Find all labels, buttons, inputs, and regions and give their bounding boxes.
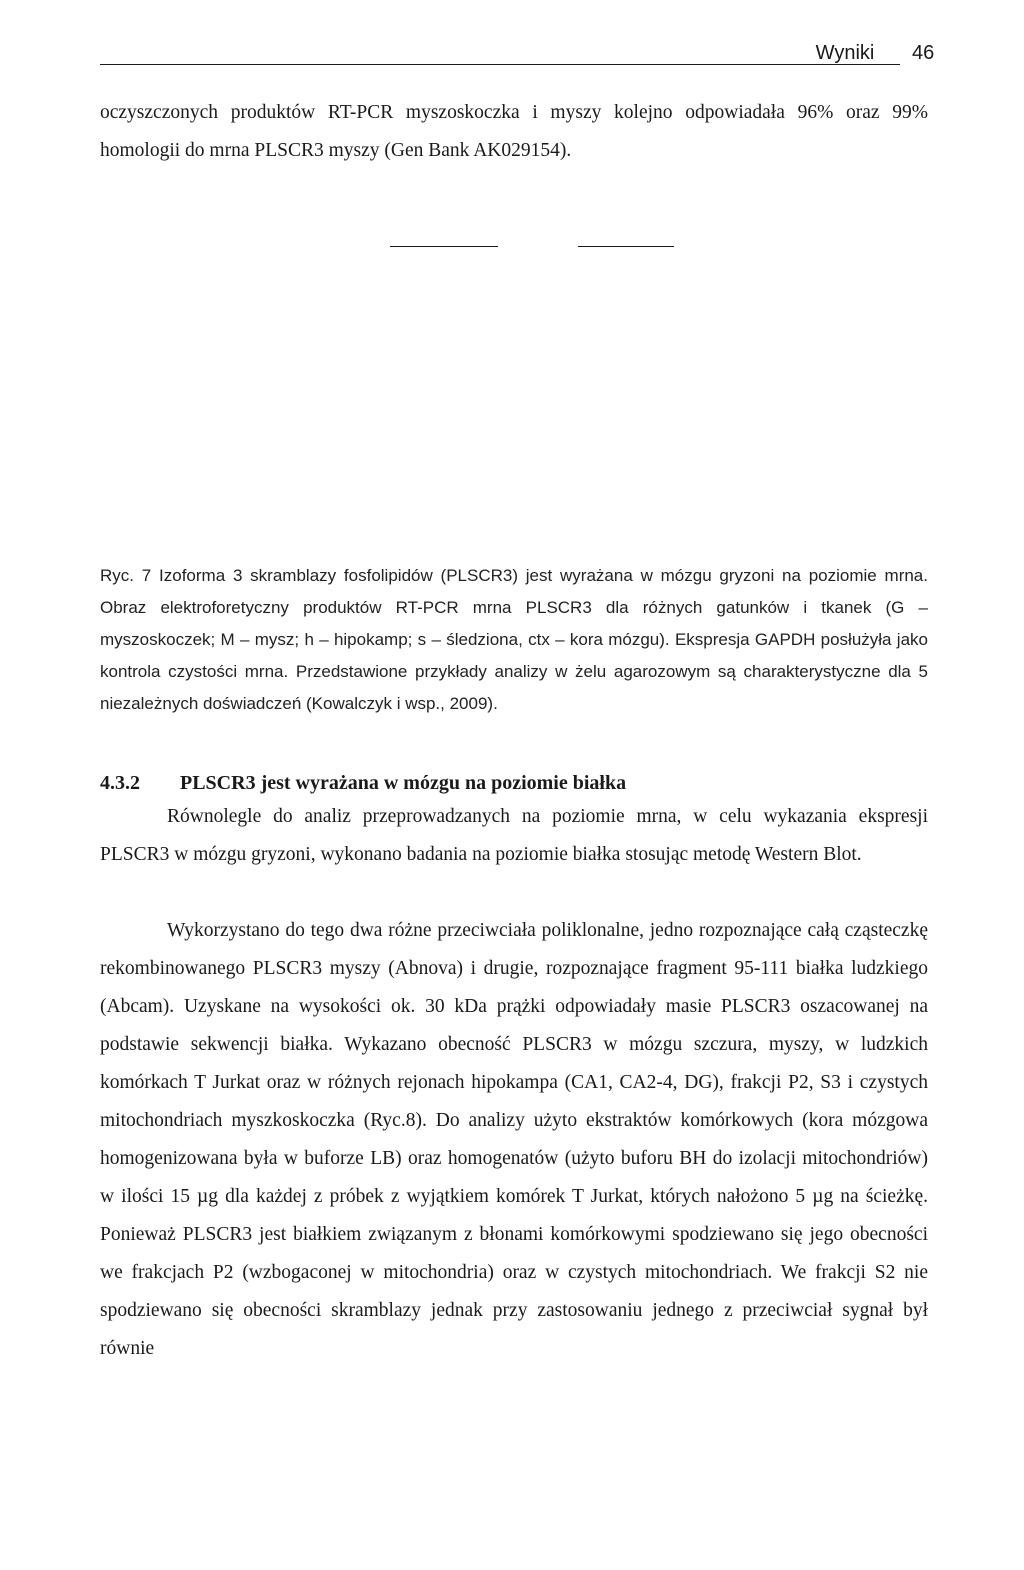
page-header — [100, 40, 936, 66]
figure-gel-image — [100, 200, 928, 550]
header-rule — [100, 64, 900, 65]
section-number: 4.3.2 — [100, 772, 140, 794]
body-paragraph-2: Wykorzystano do tego dwa różne przeciwciała poliklonalne, jedno rozpoznające całą cząsteczkę rekombinowanego PLSCR3 myszy (Abnova) i drugie, rozpoznające fragment 95-111 białka ludzkiego (Abcam). Uzyskane na wysokości ok. 30 kDa prążki odpowiadały masie PLSCR3 oszacowanej na podstawie sekwencji białka. Wykazano obecność PLSCR3 w mózgu szczura, myszy, w ludzkich komórkach T Jurkat oraz w różnych rejonach hipokampa (CA1, CA2-4, DG), frakcji P2, S3 i czystych mitochondriach myszkoskoczka (Ryc.8). Do analizy użyto ekstraktów komórkowych (kora mózgowa homogenizowana była w buforze LB) oraz homogenatów (użyto buforu BH do izolacji mitochondriów) w ilości 15 µg dla każdej z próbek z wyjątkiem komórek T Jurkat, których nałożono 5 µg na ścieżkę. Ponieważ PLSCR3 jest białkiem związanym z błonami komórkowymi spodziewano się jego obecności we frakcjach P2 (wzbogaconej w mitochondria) oraz w czystych mitochondriach. We frakcji S2 nie spodziewano się obecności skramblazy jednak przy zastosowaniu jednego z przeciwciał sygnał był równie — [100, 920, 928, 1359]
figure-mark-left — [390, 246, 498, 247]
header-section-title: Wyniki — [815, 42, 875, 64]
body-paragraph-1: Równolegle do analiz przeprowadzanych na poziomie mrna, w celu wykazania ekspresji PLSCR3 w mózgu gryzoni, wykonano badania na poziomie białka stosując metodę Western Blot. — [100, 806, 928, 865]
intro-paragraph: oczyszczonych produktów RT-PCR myszoskoczka i myszy kolejno odpowiadała 96% oraz 99% homologii do mrna PLSCR3 myszy (Gen Bank AK029154). — [100, 102, 928, 161]
figure-mark-right — [578, 246, 674, 247]
figure-caption: Ryc. 7 Izoforma 3 skramblazy fosfolipidów (PLSCR3) jest wyrażana w mózgu gryzoni na poziomie mrna. Obraz elektroforetyczny produktów RT-PCR mrna PLSCR3 dla różnych gatunków i tkanek (G – myszoskoczek; M – mysz; h – hipokamp; s – śledziona, ctx – kora mózgu). Ekspresja GAPDH posłużyła jako kontrola czystości mrna. Przedstawione przykłady analizy w żelu agarozowym są charakterystyczne dla 5 niezależnych doświadczeń (Kowalczyk i wsp., 2009). — [100, 566, 928, 713]
section-title: PLSCR3 jest wyrażana w mózgu na poziomie białka — [180, 772, 627, 794]
page-number: 46 — [912, 42, 935, 64]
